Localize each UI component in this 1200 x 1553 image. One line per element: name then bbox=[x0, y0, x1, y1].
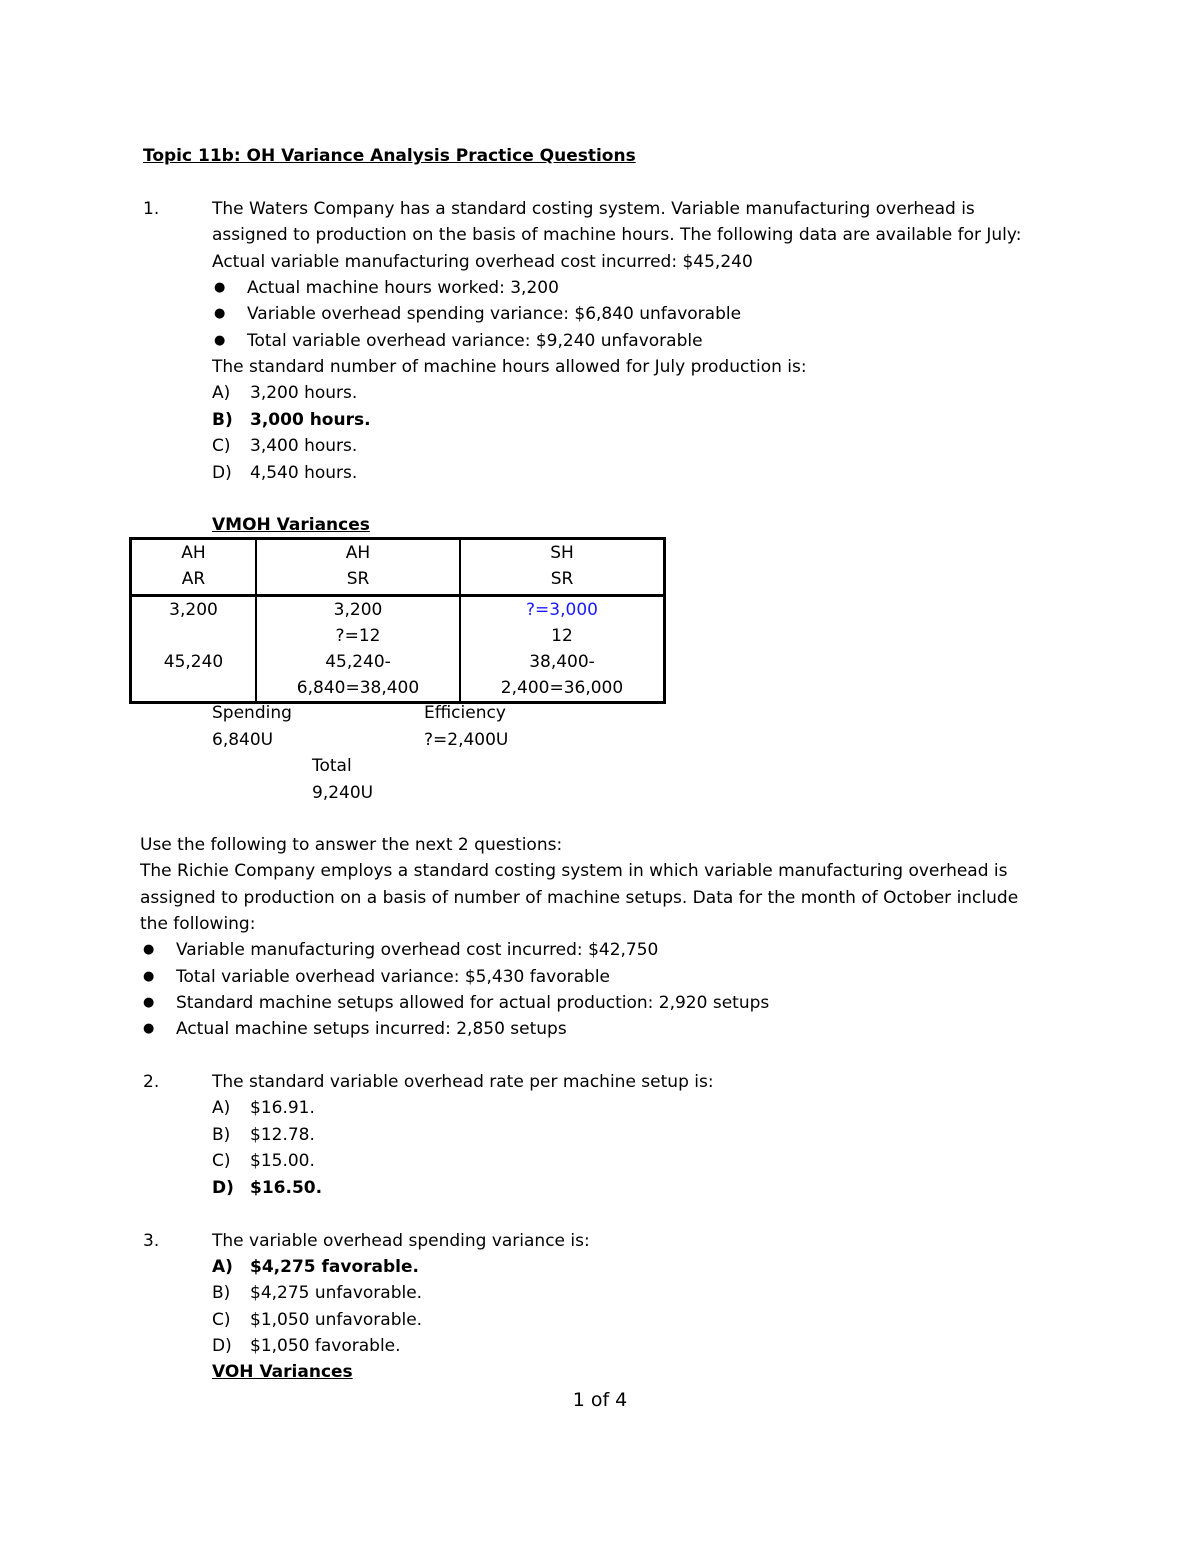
shared-intro: Use the following to answer the next 2 questions: bbox=[140, 835, 563, 855]
total-value: 9,240U bbox=[312, 783, 374, 803]
table-cell bbox=[256, 596, 460, 703]
cell-line: 2,400=36,000 bbox=[500, 678, 624, 698]
option-text: $4,275 unfavorable. bbox=[250, 1283, 423, 1303]
option-letter: A) bbox=[212, 383, 231, 403]
question-1-prompt: The standard number of machine hours allowed for July production is: bbox=[212, 357, 807, 377]
table-cell bbox=[131, 596, 257, 703]
cell-line: 38,400- bbox=[529, 652, 595, 672]
spending-value: 6,840U bbox=[212, 730, 274, 750]
question-1-intro-line: assigned to production on the basis of machine hours. The following data are available for July: bbox=[212, 225, 1022, 245]
option-letter-correct: A) bbox=[212, 1257, 233, 1277]
option-text: $1,050 favorable. bbox=[250, 1336, 401, 1356]
table-header-cell bbox=[460, 539, 665, 596]
bullet-icon: ● bbox=[214, 306, 226, 321]
table-header-cell bbox=[131, 539, 257, 596]
option-text: 3,200 hours. bbox=[250, 383, 358, 403]
list-item: Variable manufacturing overhead cost incurred: $42,750 bbox=[176, 940, 659, 960]
question-3-number: 3. bbox=[143, 1231, 160, 1251]
header-line: AH bbox=[345, 543, 371, 563]
option-letter: D) bbox=[212, 1336, 232, 1356]
cell-line: 45,240- bbox=[325, 652, 391, 672]
bullet-icon: ● bbox=[143, 1021, 155, 1036]
bullet-icon: ● bbox=[143, 969, 155, 984]
page-title: Topic 11b: OH Variance Analysis Practice Questions bbox=[143, 146, 636, 166]
option-text-correct: 3,000 hours. bbox=[250, 410, 371, 430]
cell-line bbox=[132, 623, 255, 649]
option-text: $16.91. bbox=[250, 1098, 315, 1118]
table-row bbox=[131, 596, 665, 703]
header-line: SR bbox=[346, 569, 370, 589]
option-text: $12.78. bbox=[250, 1125, 315, 1145]
option-letter: B) bbox=[212, 1283, 231, 1303]
option-text-correct: $16.50. bbox=[250, 1178, 323, 1198]
header-line: AR bbox=[181, 569, 206, 589]
richie-paragraph-line: the following: bbox=[140, 914, 256, 934]
option-text: 4,540 hours. bbox=[250, 463, 358, 483]
efficiency-value: ?=2,400U bbox=[424, 730, 509, 750]
list-item: Actual machine setups incurred: 2,850 setups bbox=[176, 1019, 567, 1039]
vmoh-heading: VMOH Variances bbox=[212, 515, 370, 535]
table-cell bbox=[460, 596, 665, 703]
list-item: Total variable overhead variance: $5,430 favorable bbox=[176, 967, 610, 987]
voh-heading: VOH Variances bbox=[212, 1362, 353, 1382]
option-letter: C) bbox=[212, 1310, 231, 1330]
option-letter: A) bbox=[212, 1098, 231, 1118]
option-text: $15.00. bbox=[250, 1151, 315, 1171]
spending-label: Spending bbox=[212, 703, 292, 723]
cell-line: 6,840=38,400 bbox=[296, 678, 420, 698]
cell-line: 12 bbox=[551, 626, 573, 646]
richie-paragraph-line: assigned to production on a basis of number of machine setups. Data for the month of October include bbox=[140, 888, 1019, 908]
option-letter-correct: D) bbox=[212, 1178, 234, 1198]
bullet-icon: ● bbox=[214, 333, 226, 348]
question-1-intro-line: The Waters Company has a standard costing system. Variable manufacturing overhead is bbox=[212, 199, 975, 219]
header-line: SR bbox=[550, 569, 574, 589]
bullet-icon: ● bbox=[214, 280, 226, 295]
vmoh-variance-table bbox=[129, 537, 666, 704]
richie-paragraph-line: The Richie Company employs a standard costing system in which variable manufacturing overhead is bbox=[140, 861, 1008, 881]
cell-line: 3,200 bbox=[333, 600, 383, 620]
list-item: Total variable overhead variance: $9,240 unfavorable bbox=[247, 331, 703, 351]
bullet-icon: ● bbox=[143, 995, 155, 1010]
page-number: 1 of 4 bbox=[572, 1389, 628, 1411]
question-1-number: 1. bbox=[143, 199, 160, 219]
question-2-number: 2. bbox=[143, 1072, 160, 1092]
option-text: $1,050 unfavorable. bbox=[250, 1310, 423, 1330]
option-letter-correct: B) bbox=[212, 410, 233, 430]
list-item: Standard machine setups allowed for actual production: 2,920 setups bbox=[176, 993, 770, 1013]
cell-line-answer: ?=3,000 bbox=[526, 600, 598, 620]
efficiency-label: Efficiency bbox=[424, 703, 506, 723]
list-item: Actual machine hours worked: 3,200 bbox=[247, 278, 559, 298]
cell-line: 3,200 bbox=[169, 600, 218, 620]
option-letter: C) bbox=[212, 1151, 231, 1171]
question-2-prompt: The standard variable overhead rate per machine setup is: bbox=[212, 1072, 714, 1092]
cell-line: ?=12 bbox=[335, 626, 381, 646]
cell-line: 45,240 bbox=[163, 652, 224, 672]
option-letter: D) bbox=[212, 463, 232, 483]
option-letter: B) bbox=[212, 1125, 231, 1145]
option-text-correct: $4,275 favorable. bbox=[250, 1257, 419, 1277]
question-3-prompt: The variable overhead spending variance is: bbox=[212, 1231, 590, 1251]
header-line: AH bbox=[181, 543, 206, 563]
bullet-icon: ● bbox=[143, 942, 155, 957]
table-header-cell bbox=[256, 539, 460, 596]
question-1-intro-line: Actual variable manufacturing overhead cost incurred: $45,240 bbox=[212, 252, 753, 272]
total-label: Total bbox=[312, 756, 352, 776]
option-text: 3,400 hours. bbox=[250, 436, 358, 456]
table-header-row bbox=[131, 539, 665, 596]
option-letter: C) bbox=[212, 436, 231, 456]
list-item: Variable overhead spending variance: $6,840 unfavorable bbox=[247, 304, 742, 324]
header-line: SH bbox=[550, 543, 574, 563]
